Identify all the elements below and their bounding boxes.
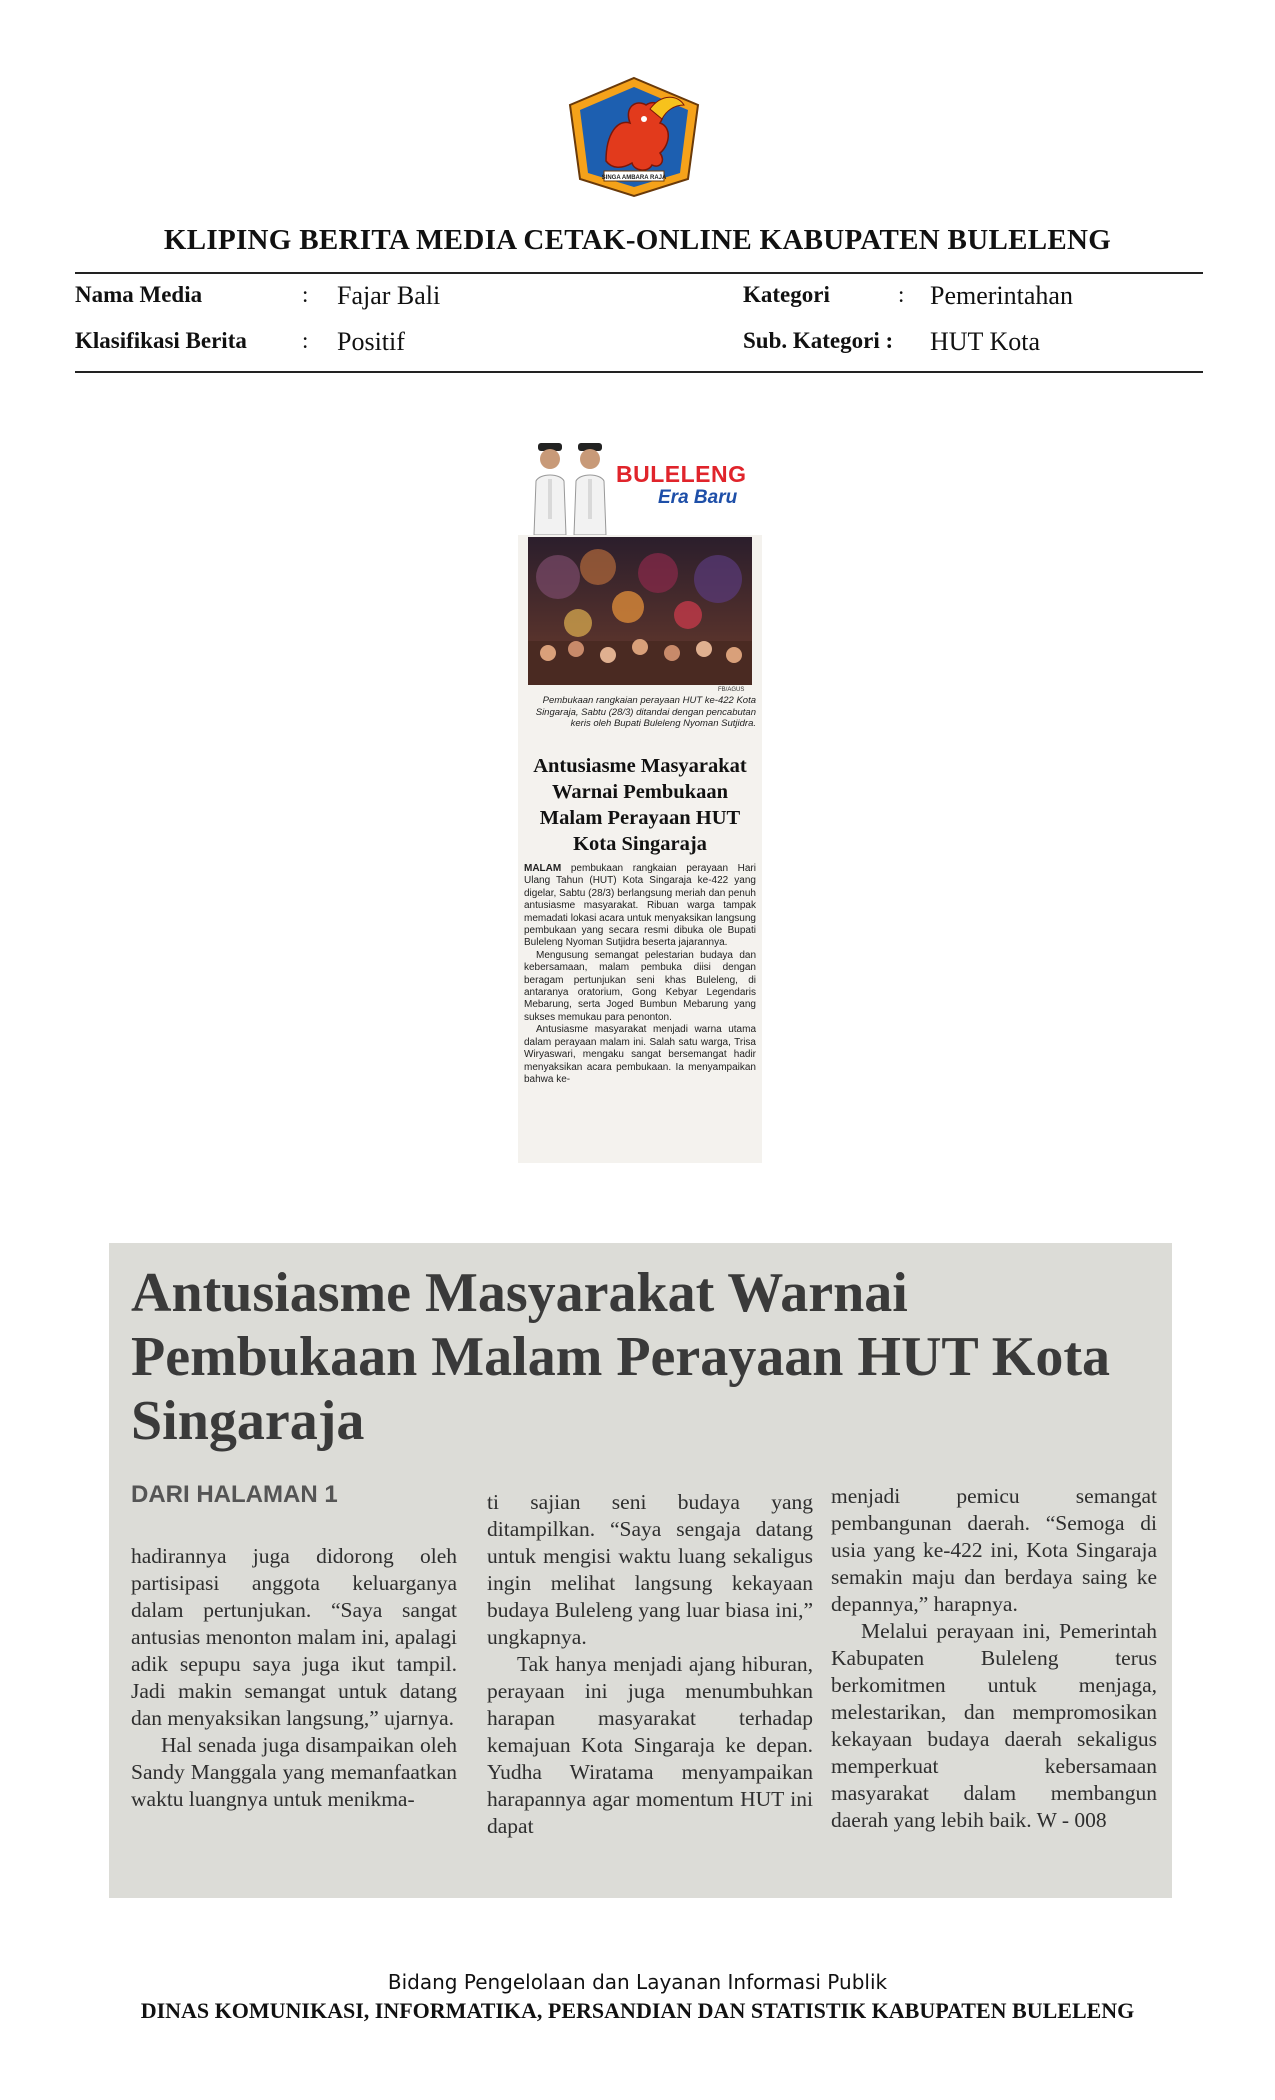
section-brand-title: BULELENG [616, 461, 747, 487]
article-paragraph: hadirannya juga didorong oleh partisipasi anggota keluarganya dalam pertunjukan. “Saya sangat antusias menonton malam ini, apalagi adik sepupu saya juga ikut tampil. Jadi makin semangat untuk datang dan menyaksikan langsung,” ujarnya. [131, 1544, 457, 1730]
nama-media-label: Nama Media [75, 282, 203, 307]
footer-agency: DINAS KOMUNIKASI, INFORMATIKA, PERSANDIAN DAN STATISTIK KABUPATEN BULELENG [140, 1998, 1135, 2023]
footer-division: Bidang Pengelolaan dan Layanan Informasi Publik [387, 1970, 888, 1994]
from-page-label: DARI HALAMAN 1 [131, 1481, 338, 1508]
klasifikasi-label: Klasifikasi Berita [75, 328, 247, 353]
clipping-paragraph: Antusiasme masyarakat menjadi warna utama dalam perayaan malam ini. Salah satu warga, Trisa Wiryaswari, mengaku sangat bersemangat hadir menyaksikan acara pembukaan. Ia menyampaikan bahwa ke- [524, 1024, 756, 1085]
article-column-3 [831, 1483, 1157, 1834]
buleleng-crest-logo [566, 75, 702, 199]
sub-kategori-label: Sub. Kategori : [743, 328, 894, 353]
header-bottom-rule [75, 371, 1203, 373]
article-column-2 [487, 1489, 813, 1840]
document-title: KLIPING BERITA MEDIA CETAK-ONLINE KABUPATEN BULELENG [163, 224, 1112, 256]
article-paragraph: menjadi pemicu semangat pembangunan daerah. “Semoga di usia yang ke-422 ini, Kota Singaraja semakin maju dan berdaya saing ke depannya,” harapnya. [831, 1484, 1157, 1616]
logo-caption: SINGA AMBARA RAJA [601, 175, 667, 181]
klasifikasi-colon: : [302, 328, 309, 353]
official-portrait-icon [532, 441, 568, 535]
kategori-label: Kategori [743, 282, 830, 307]
kategori-colon: : [898, 282, 905, 307]
header-top-rule [75, 272, 1203, 274]
clipping-banner [518, 435, 762, 535]
article-paragraph: Tak hanya menjadi ajang hiburan, perayaan ini juga menumbuhkan harapan masyarakat terhadap kemajuan Kota Singaraja ke depan. Yudha Wiratama menyampaikan harapannya agar momentum HUT ini dapat [487, 1652, 813, 1838]
clipping-paragraph-text: pembukaan rangkaian perayaan Hari Ulang Tahun (HUT) Kota Singaraja ke-422 yang digelar, Sabtu (28/3) berlangsung meriah dan penuh antusiasme masyarakat. Ribuan warga tampak memadati lokasi acara untuk menyaksikan langsung pembukaan yang secara resmi dibuka ole Bupati Buleleng Nyoman Sutjidra beserta jajarannya. [524, 863, 756, 949]
section-brand-subtitle: Era Baru [658, 487, 738, 508]
sub-kategori-value: HUT Kota [930, 327, 1041, 356]
photo-credit: FB/AGUS [718, 687, 745, 693]
article-paragraph: Hal senada juga disampaikan oleh Sandy Manggala yang memanfaatkan waktu luangnya untuk menikma- [131, 1733, 457, 1811]
nama-media-value: Fajar Bali [337, 281, 441, 310]
klasifikasi-value: Positif [337, 327, 405, 356]
article-paragraph: ti sajian seni budaya yang ditampilkan. “Saya sengaja datang untuk mengisi waktu luang sekaligus ingin melihat langsung kekayaan budaya Buleleng yang luar biasa ini,” ungkapnya. [487, 1490, 813, 1649]
clipping-paragraph [524, 863, 756, 950]
continuation-headline: Antusiasme Masyarakat Warnai Pembukaan Malam Perayaan HUT Kota Singaraja [131, 1262, 1110, 1452]
clipping-headline: Antusiasme Masyarakat Warnai Pembukaan Malam Perayaan HUT Kota Singaraja [533, 755, 747, 855]
article-paragraph: Melalui perayaan ini, Pemerintah Kabupaten Buleleng terus berkomitmen untuk menjaga, melestarikan, dan mempromosikan kekayaan budaya daerah sekaligus memperkuat kebersamaan masyarakat dalam membangun daerah yang lebih baik. W - 008 [831, 1619, 1157, 1832]
article-column-1 [131, 1543, 457, 1813]
newspaper-clipping-front [518, 435, 762, 1163]
event-photo [528, 537, 752, 685]
kategori-value: Pemerintahan [930, 281, 1073, 310]
clipping-body [524, 863, 756, 1086]
nama-media-colon: : [302, 282, 309, 307]
official-portrait-icon [572, 441, 608, 535]
newspaper-clipping-continuation [109, 1243, 1172, 1898]
lead-word: MALAM [524, 863, 562, 874]
clipping-paragraph: Mengusung semangat pelestarian budaya dan kebersamaan, malam pembuka diisi dengan beragam pertunjukan seni khas Buleleng, di antaranya oratorium, Gong Kebyar Legendaris Mebarung, serta Joged Bumbun Mebarung yang sukses memukau para penonton. [524, 949, 756, 1023]
photo-caption: Pembukaan rangkaian perayaan HUT ke-422 Kota Singaraja, Sabtu (28/3) ditandai dengan pencabutan keris oleh Bupati Buleleng Nyoman Sutjidra. [535, 695, 756, 729]
